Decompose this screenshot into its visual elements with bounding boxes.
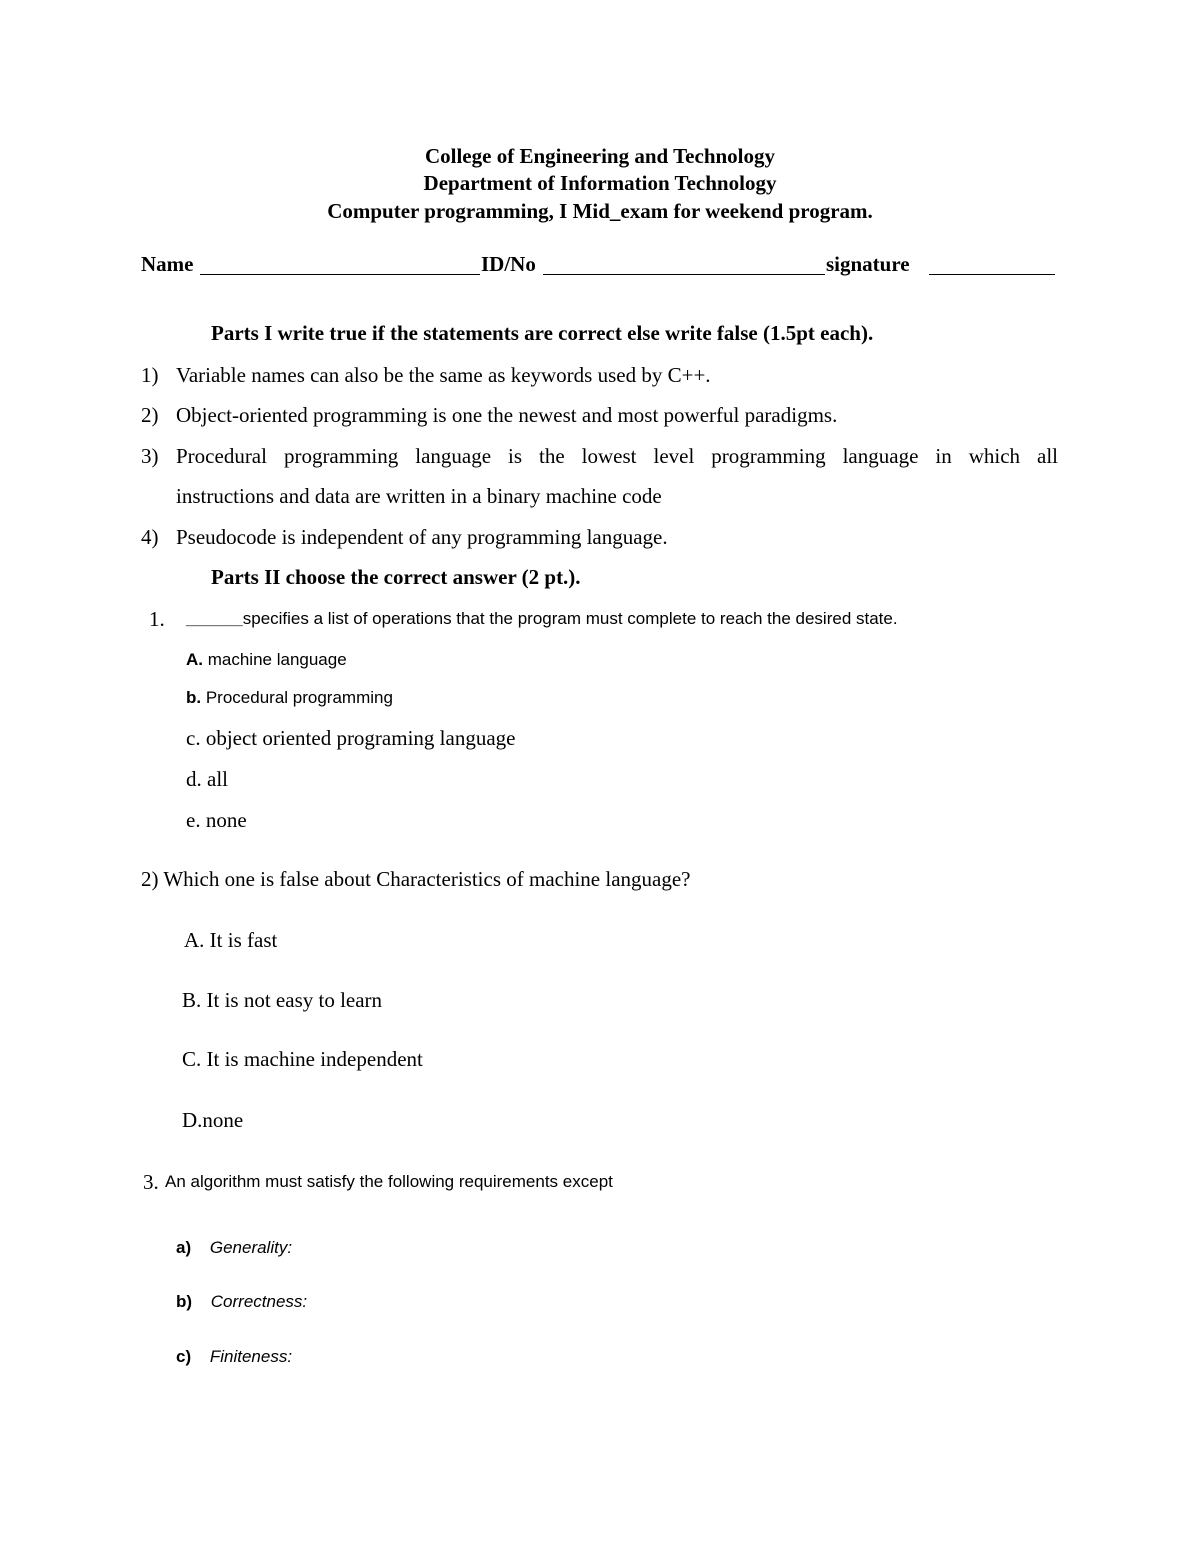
- option-c: [186, 726, 515, 751]
- part2-title: Parts II choose the correct answer (2 pt.).: [211, 565, 581, 589]
- option-letter: A.: [186, 650, 203, 669]
- part1-item-number: 3): [141, 444, 159, 468]
- part1-item-number: 4): [141, 525, 159, 549]
- question-1: [186, 609, 898, 629]
- option-text: Procedural programming: [205, 688, 393, 707]
- option-text: machine language: [207, 650, 347, 669]
- option-letter: a): [176, 1238, 192, 1257]
- option-letter: e.: [186, 808, 201, 832]
- option-text: all: [207, 767, 228, 791]
- option-b: [176, 1292, 307, 1312]
- option-letter: d.: [186, 767, 202, 791]
- option-a: A. It is fast: [184, 928, 278, 952]
- question-3: An algorithm must satisfy the following requirements except: [165, 1172, 613, 1191]
- option-a: [186, 650, 347, 670]
- part1-item-text: Procedural programming language is the lowest level programming language in which all: [176, 444, 1058, 468]
- question-text: specifies a list of operations that the program must complete to reach the desired state.: [242, 609, 898, 628]
- option-letter: b.: [186, 688, 202, 707]
- option-a: [176, 1238, 292, 1258]
- option-e: [186, 808, 247, 833]
- part1-item-text: Object-oriented programming is one the newest and most powerful paradigms.: [176, 403, 838, 427]
- answer-blank: ______: [186, 609, 243, 628]
- question-number: 1.: [149, 607, 165, 631]
- exam-title: Computer programming, I Mid_exam for weekend program.: [327, 199, 873, 223]
- signature-blank-line: [929, 274, 1055, 275]
- option-c: [176, 1347, 292, 1367]
- option-d: [186, 767, 228, 792]
- part1-item-text: Pseudocode is independent of any programming language.: [176, 525, 668, 549]
- name-label: Name: [141, 252, 194, 276]
- option-b: [186, 688, 393, 708]
- option-letter: b): [176, 1292, 193, 1311]
- part1-title: Parts I write true if the statements are correct else write false (1.5pt each).: [211, 321, 874, 345]
- option-b: B. It is not easy to learn: [182, 988, 383, 1012]
- part1-item-text-continued: instructions and data are written in a binary machine code: [176, 484, 662, 508]
- question-2: 2) Which one is false about Characteristics of machine language?: [141, 867, 691, 891]
- id-label: ID/No: [481, 252, 536, 276]
- question-number: 3.: [143, 1170, 159, 1194]
- department-heading: Department of Information Technology: [423, 171, 777, 195]
- option-text: Generality:: [209, 1238, 293, 1257]
- part1-item-number: 2): [141, 403, 159, 427]
- college-heading: College of Engineering and Technology: [424, 144, 776, 168]
- part1-item-number: 1): [141, 363, 159, 387]
- option-c: C. It is machine independent: [182, 1047, 423, 1071]
- option-text: object oriented programing language: [205, 726, 516, 750]
- id-blank-line: [543, 274, 825, 275]
- option-text: Finiteness:: [209, 1347, 293, 1366]
- option-text: none: [205, 808, 247, 832]
- option-letter: c): [176, 1347, 192, 1366]
- option-d: D.none: [182, 1108, 244, 1132]
- name-blank-line: [200, 274, 480, 275]
- part1-item-text: Variable names can also be the same as keywords used by C++.: [176, 363, 711, 387]
- option-letter: c.: [186, 726, 201, 750]
- signature-label: signature: [826, 252, 910, 276]
- option-text: Correctness:: [210, 1292, 308, 1311]
